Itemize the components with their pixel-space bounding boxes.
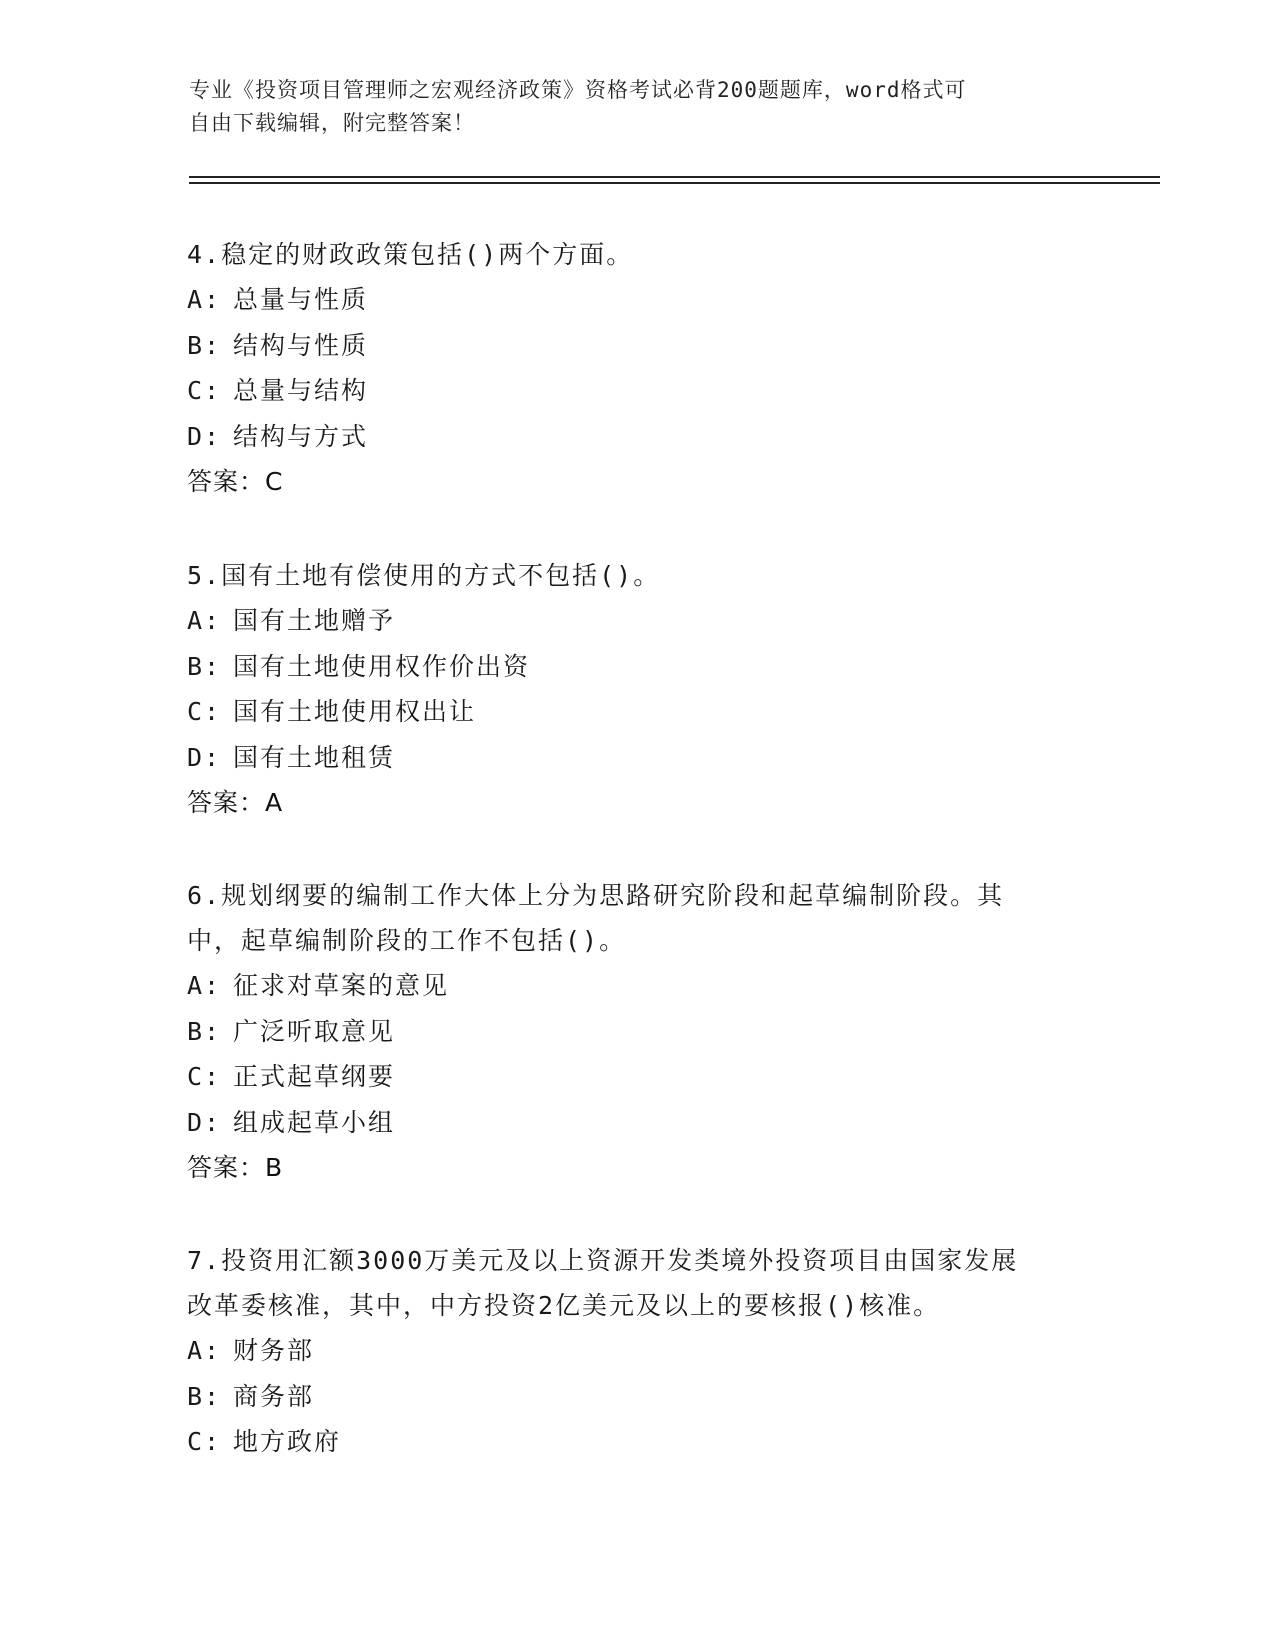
document-header: [189, 74, 1069, 140]
option-text: 广泛听取意见: [233, 1016, 396, 1046]
option-text: 征求对草案的意见: [233, 971, 450, 1000]
question-stem-line-1: 6.规划纲要的编制工作大体上分为思路研究阶段和起草编制阶段。其: [187, 881, 1005, 910]
option-text: 正式起草纲要: [233, 1062, 396, 1091]
option-text: 国有土地赠予: [233, 606, 396, 635]
question-7: [187, 1238, 1087, 1465]
option-text: 地方政府: [233, 1427, 342, 1456]
header-line-2: 自由下载编辑，附完整答案！: [189, 111, 475, 135]
option-text: 国有土地使用权作价出资: [233, 651, 531, 681]
option-letter: D:: [187, 421, 222, 451]
option-c: [187, 368, 1087, 414]
answer-text: 答案：C: [187, 467, 284, 496]
option-letter: B:: [187, 651, 222, 681]
answer-text: 答案：A: [187, 788, 284, 817]
question-4: [187, 232, 1087, 504]
option-letter: A:: [187, 971, 222, 1000]
option-letter: A:: [187, 1336, 222, 1365]
answer-text: 答案：B: [187, 1153, 284, 1182]
option-text: 组成起草小组: [233, 1107, 396, 1137]
header-divider-top: [189, 176, 1160, 178]
option-b: [187, 644, 1087, 690]
option-letter: C:: [187, 376, 222, 405]
option-d: [187, 735, 1087, 781]
option-a: [187, 1328, 1087, 1374]
option-d: [187, 1100, 1087, 1146]
question-stem: 4.稳定的财政政策包括()两个方面。: [187, 240, 634, 269]
option-d: [187, 414, 1087, 460]
option-text: 总量与性质: [233, 285, 369, 314]
option-letter: A:: [187, 285, 222, 314]
option-text: 财务部: [233, 1336, 315, 1365]
option-letter: B:: [187, 330, 222, 360]
option-b: [187, 323, 1087, 369]
question-5: [187, 553, 1087, 825]
option-text: 国有土地租赁: [233, 742, 396, 772]
header-divider-bottom: [189, 182, 1160, 184]
option-c: [187, 1054, 1087, 1100]
option-a: [187, 277, 1087, 323]
option-letter: C:: [187, 697, 222, 726]
question-stem-line-1: 7.投资用汇额3000万美元及以上资源开发类境外投资项目由国家发展: [187, 1246, 1019, 1275]
question-stem-line-2: 中，起草编制阶段的工作不包括()。: [187, 926, 627, 955]
option-letter: C:: [187, 1427, 222, 1456]
option-text: 商务部: [233, 1381, 315, 1411]
option-letter: D:: [187, 742, 222, 772]
question-stem-line-2: 改革委核准，其中，中方投资2亿美元及以上的要核报()核准。: [187, 1291, 941, 1320]
option-text: 结构与方式: [233, 421, 369, 451]
option-letter: D:: [187, 1107, 222, 1137]
option-b: [187, 1009, 1087, 1055]
option-text: 国有土地使用权出让: [233, 697, 477, 726]
option-letter: B:: [187, 1016, 222, 1046]
option-c: [187, 1419, 1087, 1465]
option-letter: A:: [187, 606, 222, 635]
option-text: 总量与结构: [233, 376, 369, 405]
question-stem: 5.国有土地有偿使用的方式不包括()。: [187, 561, 661, 590]
option-b: [187, 1374, 1087, 1420]
option-letter: C:: [187, 1062, 222, 1091]
option-c: [187, 689, 1087, 735]
question-6: [187, 873, 1087, 1190]
option-a: [187, 598, 1087, 644]
header-line-1: 专业《投资项目管理师之宏观经济政策》资格考试必背200题题库，word格式可: [189, 78, 967, 102]
option-text: 结构与性质: [233, 330, 369, 360]
option-letter: B:: [187, 1381, 222, 1411]
option-a: [187, 963, 1087, 1009]
